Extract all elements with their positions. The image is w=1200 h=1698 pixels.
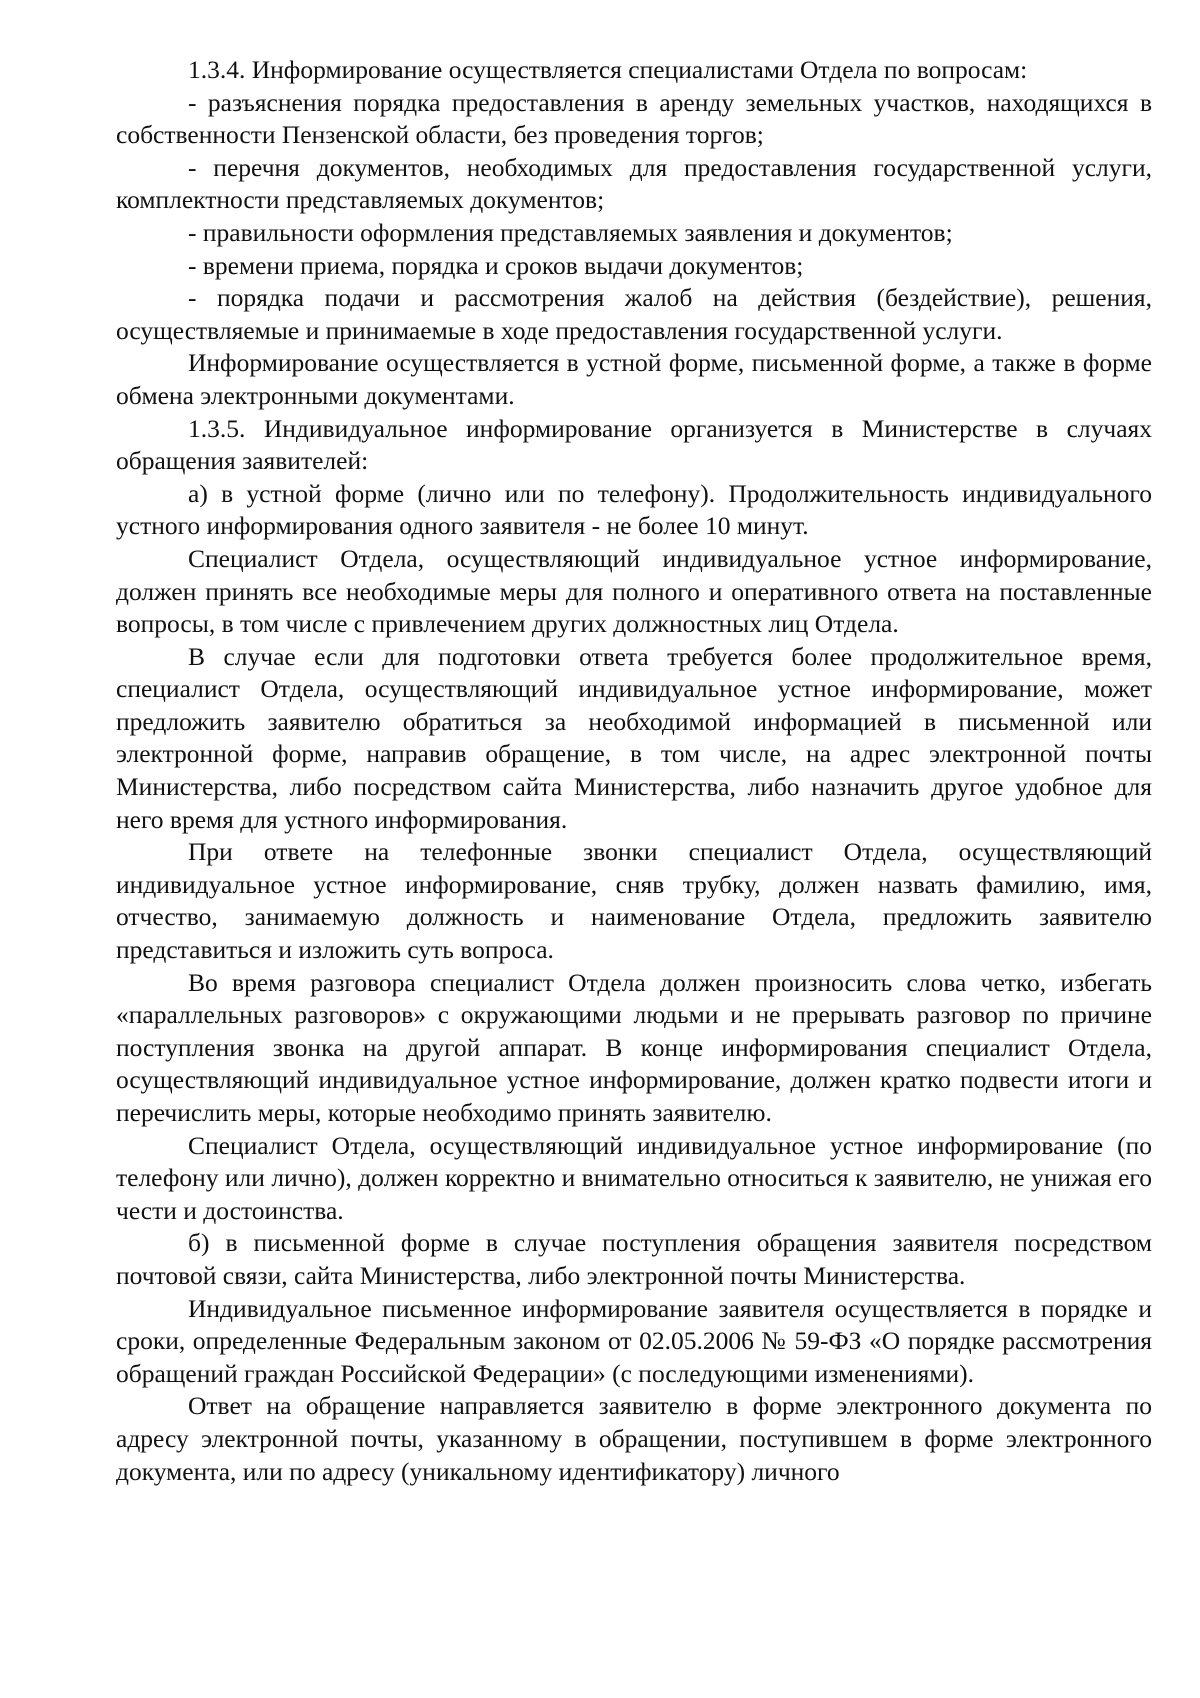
paragraph-forms: Информирование осуществляется в устной форме, письменной форме, а также в форме обмена электронными документами.: [116, 348, 1152, 410]
paragraph-electronic-answer: Ответ на обращение направляется заявителю в форме электронного документа по адресу электронной почты, указанному в обращении, поступившем в форме электронного документа, или по адресу (уникальному идентификатору) личного: [116, 1391, 1152, 1486]
paragraph-written-form: б) в письменной форме в случае поступления обращения заявителя посредством почтовой связи, сайта Министерства, либо электронной почты Министерства.: [116, 1228, 1152, 1290]
paragraph-specialist-measures: Специалист Отдела, осуществляющий индивидуальное устное информирование, должен принять все необходимые меры для полного и оперативного ответа на поставленные вопросы, в том числе с привлечением других должностных лиц Отдела.: [116, 543, 1152, 639]
paragraph-oral-form: а) в устной форме (лично или по телефону). Продолжительность индивидуального устного информирования одного заявителя - не более 10 минут.: [116, 478, 1152, 541]
list-item-complaints: - порядка подачи и рассмотрения жалоб на действия (бездействие), решения, осуществляемые и принимаемые в ходе предоставления государственной услуги.: [116, 283, 1152, 345]
paragraph-1-3-4: 1.3.4. Информирование осуществляется специалистами Отдела по вопросам:: [188, 55, 1028, 84]
paragraph-phone-calls: При ответе на телефонные звонки специалист Отдела, осуществляющий индивидуальное устное информирование, сняв трубку, должен назвать фамилию, имя, отчество, занимаемую должность и наименование Отдела, предложить заявителю представиться и изложить суть вопроса.: [116, 837, 1152, 965]
paragraph-conversation: Во время разговора специалист Отдела должен произносить слова четко, избегать «параллельных разговоров» с окружающими людьми и не прерывать разговор по причине поступления звонка на другой аппарат. В конце информирования специалист Отдела, осуществляющий индивидуальное устное информирование, должен кратко подвести итоги и перечислить меры, которые необходимо принять заявителю.: [116, 967, 1152, 1127]
list-item-explanation: - разъяснения порядка предоставления в аренду земельных участков, находящихся в собственности Пензенской области, без проведения торгов;: [116, 87, 1152, 150]
paragraph-longer-time: В случае если для подготовки ответа требуется более продолжительное время, специалист Отдела, осуществляющий индивидуальное устное информирование, может предложить заявителю обратиться за необходимой информацией в письменной или электронной форме, направив обращение, в том числе, на адрес электронной почты Министерства, либо посредством сайта Министерства, либо назначить другое удобное для него время для устного информирования.: [116, 641, 1152, 834]
list-item-reception-time: - времени приема, порядка и сроков выдачи документов;: [188, 250, 804, 280]
list-item-documents: - перечня документов, необходимых для предоставления государственной услуги, комплектности представляемых документов;: [116, 152, 1152, 215]
document-page: [116, 54, 1152, 1488]
list-item-correctness: - правильности оформления представляемых заявления и документов;: [188, 217, 953, 247]
paragraph-written-informing: Индивидуальное письменное информирование заявителя осуществляется в порядке и сроки, определенные Федеральным законом от 02.05.2006 № 59-ФЗ «О порядке рассмотрения обращений граждан Российской Федерации» (с последующими изменениями).: [116, 1293, 1152, 1388]
paragraph-politeness: Специалист Отдела, осуществляющий индивидуальное устное информирование (по телефону или лично), должен корректно и внимательно относиться к заявителю, не унижая его чести и достоинства.: [116, 1130, 1152, 1225]
paragraph-1-3-5: 1.3.5. Индивидуальное информирование организуется в Министерстве в случаях обращения заявителей:: [116, 413, 1152, 476]
